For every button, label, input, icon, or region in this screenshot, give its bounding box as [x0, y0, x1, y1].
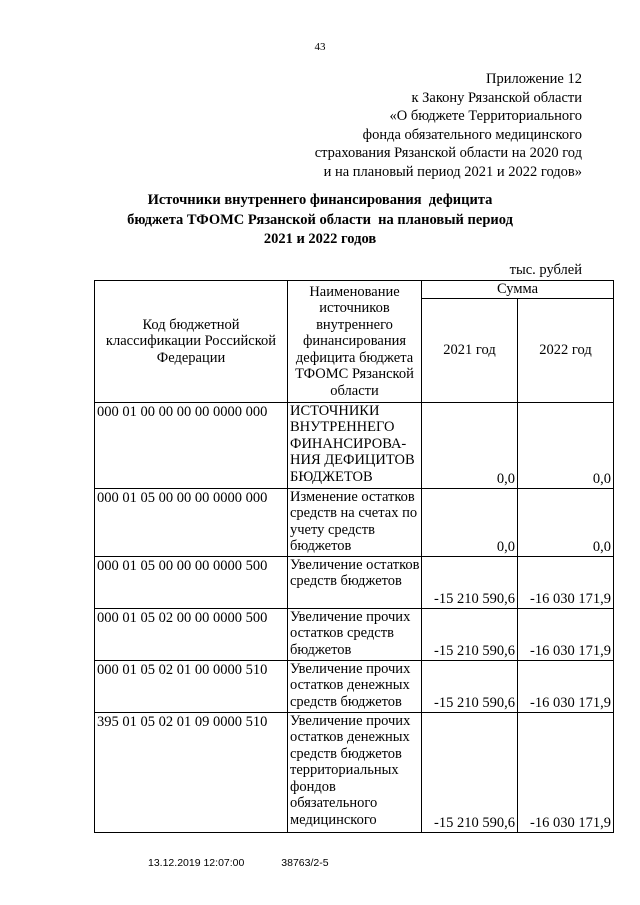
header-name: Наименование источников внутреннего финансирования дефицита бюджета ТФОМС Рязанской области	[288, 281, 422, 403]
header-year-2021: 2021 год	[422, 298, 518, 402]
row-value-2022: -16 030 171,9	[518, 712, 614, 832]
row-value-2021: 0,0	[422, 402, 518, 488]
row-code: 000 01 05 00 00 00 0000 000	[95, 488, 288, 556]
title-line: бюджета ТФОМС Рязанской области на плановый период	[127, 211, 513, 228]
table-row	[95, 556, 614, 608]
row-name: Увеличение остатков средств бюджетов	[288, 556, 422, 608]
row-value-2021: -15 210 590,6	[422, 712, 518, 832]
row-name: Увеличение прочих остатков денежных средств бюджетов территориальных фондов обязательного медицинского	[288, 712, 422, 832]
header-year-2022: 2022 год	[518, 298, 614, 402]
footer-doc-id: 38763/2-5	[281, 857, 329, 869]
row-code: 000 01 05 00 00 00 0000 500	[95, 556, 288, 608]
appendix-line: и на плановый период 2021 и 2022 годов»	[323, 163, 582, 180]
row-code: 000 01 05 02 00 00 0000 500	[95, 608, 288, 660]
row-value-2021: -15 210 590,6	[422, 556, 518, 608]
document-title	[0, 191, 640, 250]
row-name: ИСТОЧНИКИ ВНУТРЕННЕГО ФИНАНСИРОВА-НИЯ ДЕФИЦИТОВ БЮДЖЕТОВ	[288, 402, 422, 488]
header-code: Код бюджетной классификации Российской Федерации	[95, 281, 288, 403]
row-name: Увеличение прочих остатков денежных средств бюджетов	[288, 660, 422, 712]
row-value-2021: -15 210 590,6	[422, 660, 518, 712]
appendix-note	[315, 70, 582, 182]
footer	[148, 857, 363, 869]
table-row	[95, 488, 614, 556]
row-value-2021: 0,0	[422, 488, 518, 556]
row-code: 395 01 05 02 01 09 0000 510	[95, 712, 288, 832]
table-row	[95, 402, 614, 488]
title-line: Источники внутреннего финансирования дефицита	[147, 192, 493, 208]
row-code: 000 01 00 00 00 00 0000 000	[95, 402, 288, 488]
table-row	[95, 608, 614, 660]
title-line: 2021 и 2022 годов	[263, 231, 377, 247]
appendix-line: к Закону Рязанской области	[411, 89, 582, 106]
row-value-2022: 0,0	[518, 402, 614, 488]
header-sum: Сумма	[422, 281, 614, 299]
row-name: Изменение остатков средств на счетах по учету средств бюджетов	[288, 488, 422, 556]
financing-sources-table	[94, 280, 614, 833]
row-name: Увеличение прочих остатков средств бюджетов	[288, 608, 422, 660]
appendix-line: страхования Рязанской области на 2020 год	[314, 145, 582, 162]
table-row	[95, 660, 614, 712]
row-value-2022: -16 030 171,9	[518, 608, 614, 660]
units-label: тыс. рублей	[509, 262, 582, 278]
row-code: 000 01 05 02 01 00 0000 510	[95, 660, 288, 712]
row-value-2022: -16 030 171,9	[518, 556, 614, 608]
table-row	[95, 712, 614, 832]
appendix-line: Приложение 12	[486, 71, 582, 87]
row-value-2022: 0,0	[518, 488, 614, 556]
footer-timestamp: 13.12.2019 12:07:00	[148, 857, 245, 869]
page-number: 43	[314, 41, 326, 53]
appendix-line: фонда обязательного медицинского	[362, 126, 582, 143]
appendix-line: «О бюджете Территориального	[389, 108, 582, 125]
row-value-2022: -16 030 171,9	[518, 660, 614, 712]
row-value-2021: -15 210 590,6	[422, 608, 518, 660]
